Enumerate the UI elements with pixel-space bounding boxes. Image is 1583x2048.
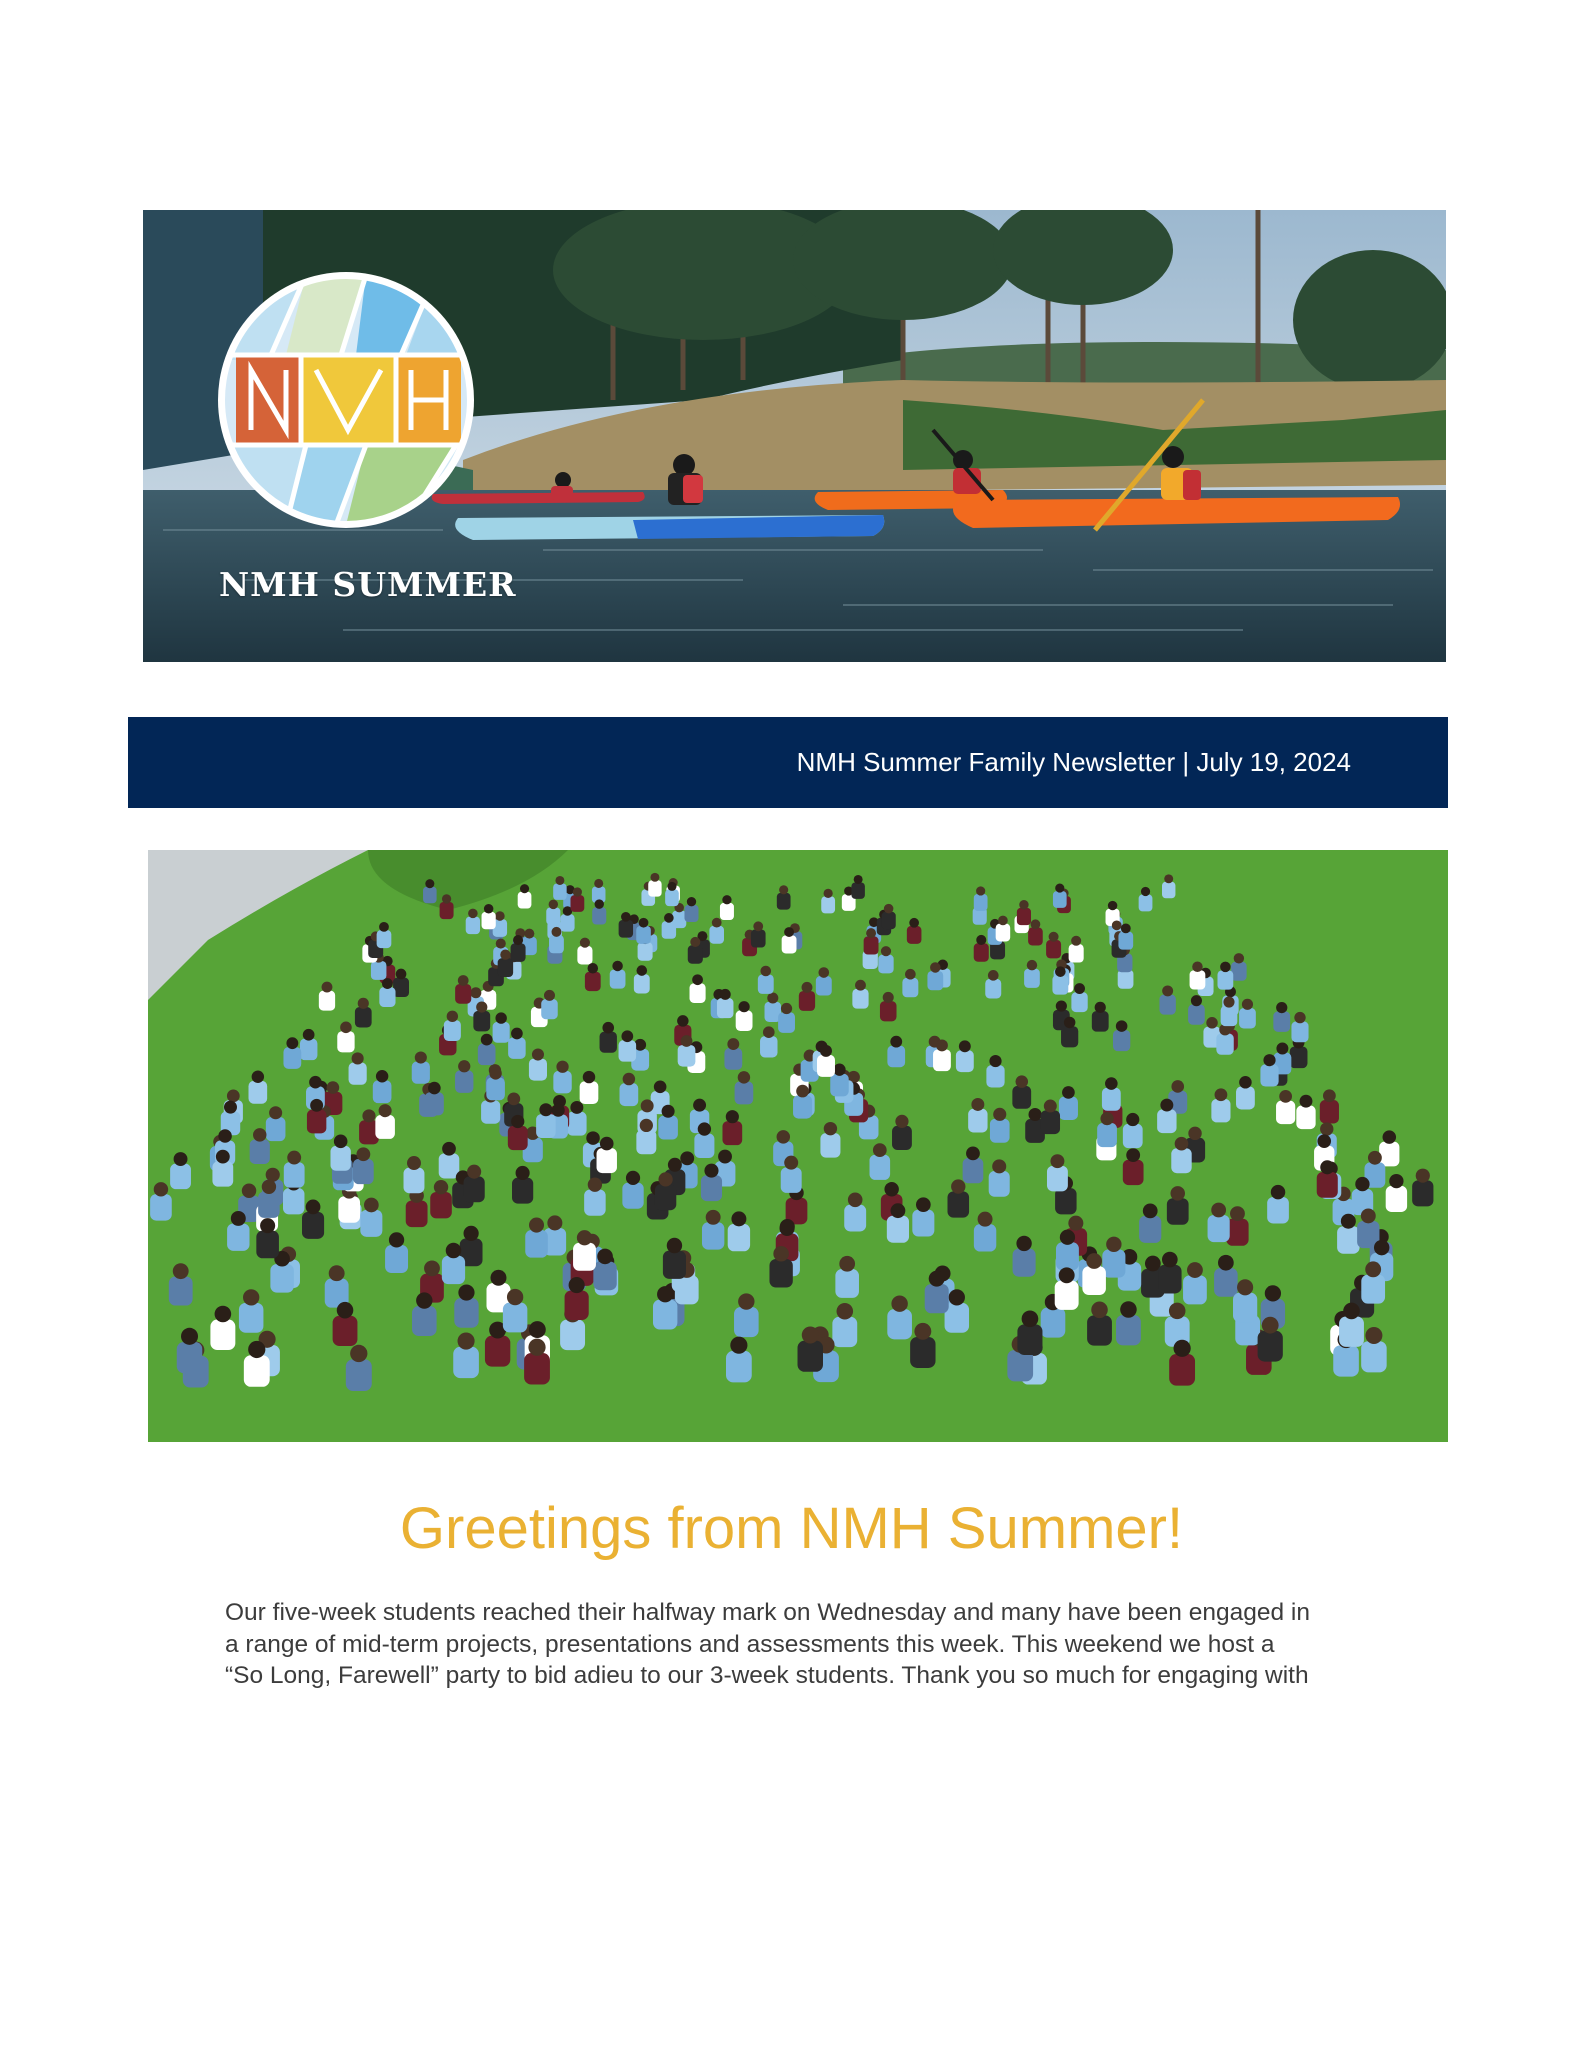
newsletter-title: NMH Summer Family Newsletter | July 19, 2024 bbox=[796, 747, 1351, 777]
group-photo-scene bbox=[148, 850, 1448, 1442]
nmh-summer-wordmark: NMH SUMMER bbox=[219, 565, 517, 604]
greeting-heading: Greetings from NMH Summer! bbox=[399, 1496, 1184, 1561]
group-photo-image bbox=[148, 850, 1448, 1442]
greeting-body bbox=[225, 1597, 1385, 1692]
nmh-logo-icon bbox=[218, 272, 474, 528]
newsletter-title-bar bbox=[128, 717, 1448, 808]
hero-banner-image bbox=[143, 210, 1446, 662]
greeting-body-line: “So Long, Farewell” party to bid adieu to our 3-week students. Thank you so much for engaging with bbox=[225, 1662, 1309, 1689]
greeting-body-line: Our five-week students reached their halfway mark on Wednesday and many have been engaged in bbox=[225, 1599, 1310, 1626]
greeting-body-line: a range of mid-term projects, presentations and assessments this week. This weekend we host a bbox=[225, 1630, 1275, 1658]
